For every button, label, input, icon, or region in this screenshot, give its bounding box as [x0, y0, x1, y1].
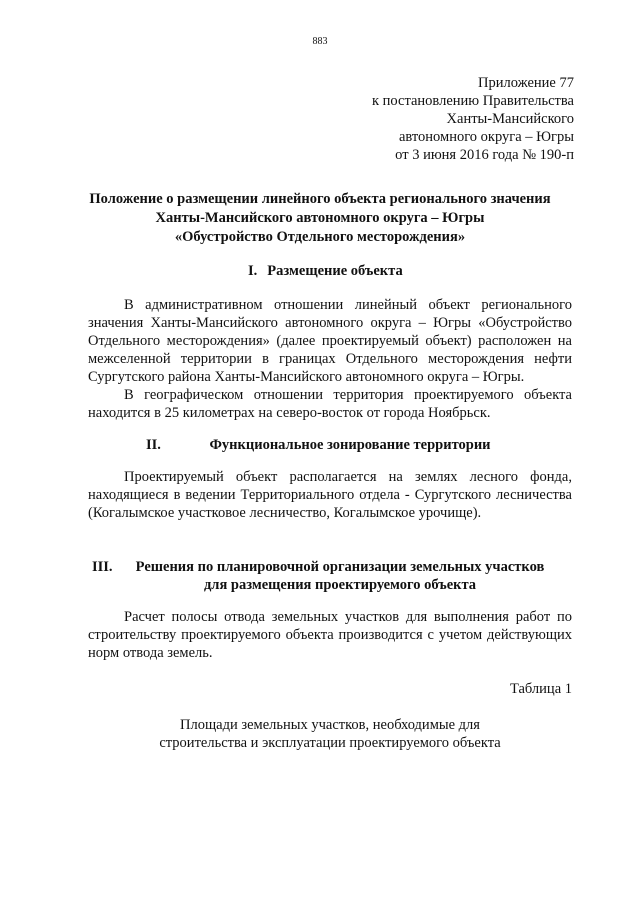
table-label: Таблица 1	[509, 681, 572, 697]
table-caption	[88, 716, 572, 752]
section-number: I.	[248, 263, 258, 279]
appendix-line: от 3 июня 2016 года № 190-п	[395, 147, 574, 163]
section-title: Функциональное зонирование территории	[209, 437, 491, 453]
section-title	[70, 558, 570, 594]
section-heading-2	[70, 436, 570, 454]
appendix-line: Ханты-Мансийского	[446, 111, 574, 127]
table-caption-line: строительства и эксплуатации проектируемого объекта	[159, 735, 501, 751]
page-number: 883	[312, 36, 328, 47]
title-line: «Обустройство Отдельного месторождения»	[174, 229, 466, 245]
paragraph: В географическом отношении территория проектируемого объекта находится в 25 километрах на северо-восток от города Ноябрьск.	[88, 387, 572, 421]
paragraph: Проектируемый объект располагается на землях лесного фонда, находящиеся в ведении Территориального отдела - Сургутского лесничества (Когалымское участковое лесничество, Когалымское урочище).	[88, 469, 572, 521]
section-number: III.	[92, 559, 113, 575]
appendix-line: к постановлению Правительства	[372, 93, 574, 109]
title-line: Положение о размещении линейного объекта регионального значения	[89, 191, 551, 207]
appendix-line: автономного округа – Югры	[398, 129, 574, 145]
paragraph: В административном отношении линейный объект регионального значения Ханты-Мансийского автономного округа – Югры «Обустройство Отдельного месторождения» (далее проектируемый объект) расположен на межселенной территории в границах Отдельного месторождения нефти Сургутского района Ханты-Мансийского автономного округа – Югры.	[88, 297, 572, 385]
section-title: Размещение объекта	[267, 263, 403, 279]
appendix-block	[372, 74, 574, 164]
section-number: II.	[146, 437, 161, 453]
appendix-line: Приложение 77	[478, 75, 574, 91]
document-title	[70, 190, 570, 247]
section-title-line: для размещения проектируемого объекта	[203, 577, 477, 593]
section-heading-3	[70, 558, 570, 594]
paragraph: Расчет полосы отвода земельных участков для выполнения работ по строительству проектируемого объекта производится с учетом действующих норм отвода земель.	[88, 609, 572, 661]
title-line: Ханты-Мансийского автономного округа – Югры	[155, 210, 485, 226]
table-caption-line: Площади земельных участков, необходимые для	[180, 717, 480, 733]
section-heading-1	[70, 262, 570, 280]
section-title-line: Решения по планировочной организации земельных участков	[135, 559, 545, 575]
